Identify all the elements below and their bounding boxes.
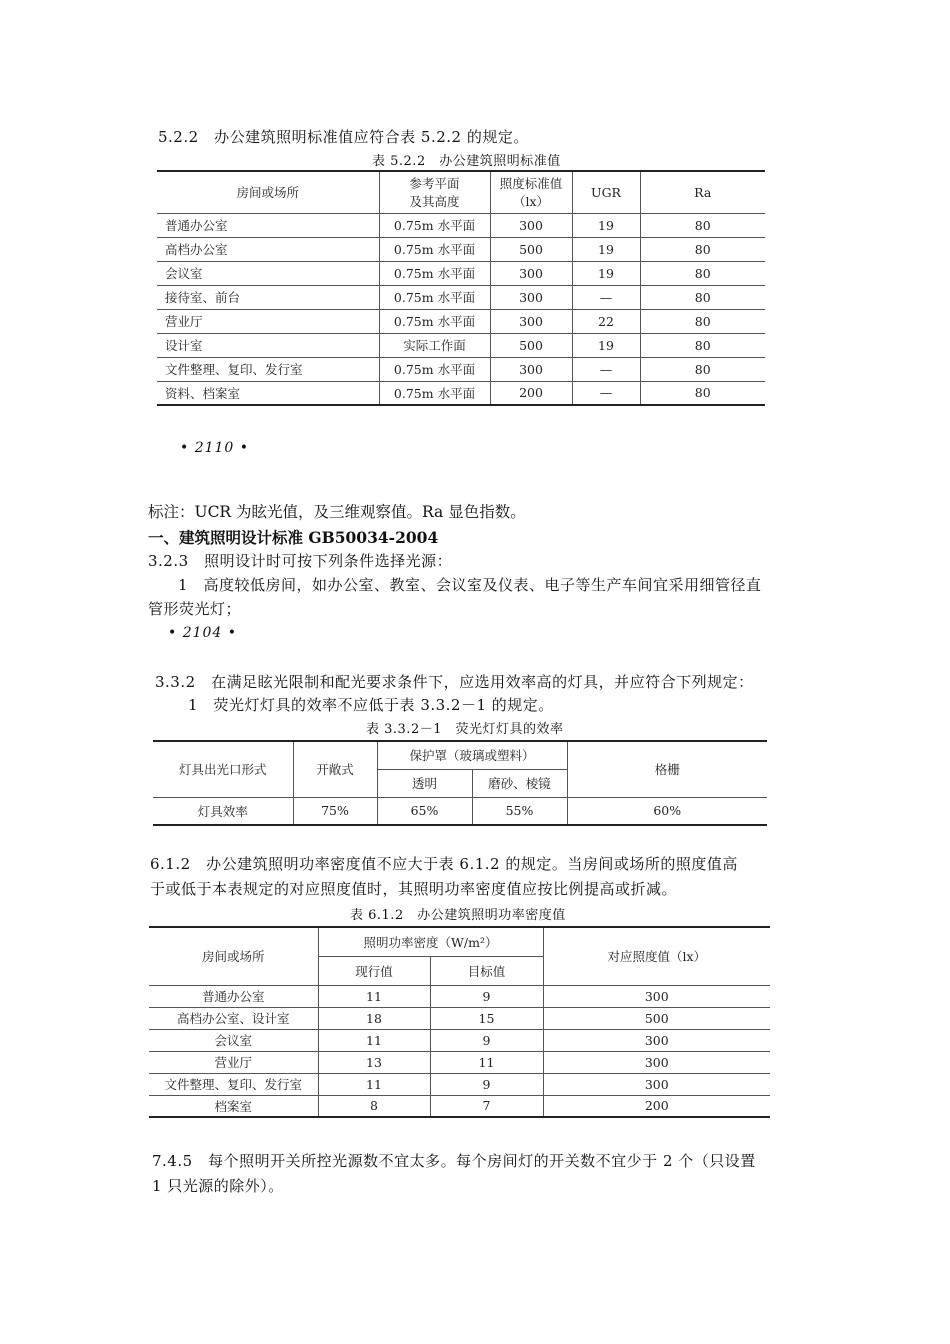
cell-ugr: 19	[572, 261, 640, 285]
header-outlet-form: 灯具出光口形式	[153, 741, 293, 797]
header-current: 现行值	[318, 956, 430, 985]
cell-lux: 300	[490, 213, 572, 237]
cell-plane: 0.75m 水平面	[379, 381, 490, 405]
cell-ugr: 22	[572, 309, 640, 333]
cell-current: 11	[318, 1029, 430, 1051]
header-illuminance	[490, 171, 572, 213]
cell-target: 9	[430, 985, 543, 1007]
cell-room: 会议室	[157, 261, 379, 285]
section-3-2-3-heading: 3.2.3 照明设计时可按下列条件选择光源：	[148, 552, 453, 570]
header-clear: 透明	[377, 769, 472, 797]
cell-room: 普通办公室	[157, 213, 379, 237]
cell-room: 营业厅	[149, 1051, 318, 1073]
cell-plane: 0.75m 水平面	[379, 357, 490, 381]
table-row	[149, 1095, 770, 1117]
cell-ra: 80	[640, 261, 765, 285]
section-7-4-5-line1: 7.4.5 每个照明开关所控光源数不宜太多。每个房间灯的开关数不宜少于 2 个（只设置	[152, 1152, 756, 1170]
table-row	[149, 1051, 770, 1073]
cell-efficiency-label: 灯具效率	[153, 797, 293, 825]
cell-target: 9	[430, 1029, 543, 1051]
table-row	[157, 381, 765, 405]
table-row	[149, 1029, 770, 1051]
header-illuminance-line1: 照度标准值	[499, 176, 563, 192]
cell-room: 文件整理、复印、发行室	[157, 357, 379, 381]
section-3-2-3-item-line2: 管形荧光灯；	[148, 600, 242, 618]
cell-room: 普通办公室	[149, 985, 318, 1007]
cell-lux: 200	[543, 1095, 770, 1117]
header-lux: 对应照度值（lx）	[543, 927, 770, 985]
cell-plane: 实际工作面	[379, 333, 490, 357]
section-3-2-3-item-line1: 1 高度较低房间，如办公室、教室、会议室及仪表、电子等生产车间宜采用细管径直	[178, 576, 762, 594]
table-6-1-2-caption: 表 6.1.2 办公建筑照明功率密度值	[350, 908, 566, 923]
cell-lux: 300	[490, 357, 572, 381]
cell-plane: 0.75m 水平面	[379, 309, 490, 333]
cell-room: 设计室	[157, 333, 379, 357]
cell-plane: 0.75m 水平面	[379, 285, 490, 309]
section-7-4-5-line2: 1 只光源的除外）。	[152, 1177, 284, 1195]
table-header-row	[149, 927, 770, 956]
table-row	[153, 797, 767, 825]
cell-ugr: 19	[572, 213, 640, 237]
cell-lux: 500	[543, 1007, 770, 1029]
section-3-3-2-item: 1 荧光灯灯具的效率不应低于表 3.3.2－1 的规定。	[188, 696, 554, 714]
cell-room: 资料、档案室	[157, 381, 379, 405]
cell-ugr: —	[572, 357, 640, 381]
table-3-3-2-caption: 表 3.3.2－1 荧光灯灯具的效率	[366, 722, 564, 737]
cell-ra: 80	[640, 381, 765, 405]
table-header-row	[157, 171, 765, 213]
cell-current: 13	[318, 1051, 430, 1073]
table-row	[157, 237, 765, 261]
header-ra: Ra	[640, 171, 765, 213]
standard-title: 一、建筑照明设计标准 GB50034-2004	[148, 528, 439, 547]
cell-lux: 300	[543, 1073, 770, 1095]
table-5-2-2	[157, 170, 765, 406]
cell-room: 文件整理、复印、发行室	[149, 1073, 318, 1095]
cell-room: 高档办公室	[157, 237, 379, 261]
cell-lux: 300	[543, 1029, 770, 1051]
section-3-3-2-heading: 3.3.2 在满足眩光限制和配光要求条件下，应选用效率高的灯具，并应符合下列规定：	[155, 673, 754, 691]
cell-target: 15	[430, 1007, 543, 1029]
cell-ra: 80	[640, 309, 765, 333]
cell-room: 高档办公室、设计室	[149, 1007, 318, 1029]
header-grille: 格栅	[567, 741, 767, 797]
cell-ugr: 19	[572, 237, 640, 261]
cell-current: 11	[318, 1073, 430, 1095]
table-header-row	[153, 741, 767, 769]
header-target: 目标值	[430, 956, 543, 985]
table-row	[157, 261, 765, 285]
header-room: 房间或场所	[157, 171, 379, 213]
cell-room: 会议室	[149, 1029, 318, 1051]
table-row	[157, 309, 765, 333]
section-6-1-2-line1: 6.1.2 办公建筑照明功率密度值不应大于表 6.1.2 的规定。当房间或场所的照度值高	[150, 855, 738, 873]
header-illuminance-line2: （lx）	[512, 194, 550, 210]
cell-frosted: 55%	[472, 797, 567, 825]
header-reference-plane-line1: 参考平面	[409, 176, 460, 192]
section-5-2-2-heading: 5.2.2 办公建筑照明标准值应符合表 5.2.2 的规定。	[158, 128, 529, 146]
cell-room: 接待室、前台	[157, 285, 379, 309]
cell-lux: 500	[490, 237, 572, 261]
cell-plane: 0.75m 水平面	[379, 213, 490, 237]
table-row	[157, 357, 765, 381]
cell-open: 75%	[293, 797, 377, 825]
cell-lux: 300	[490, 285, 572, 309]
cell-room: 营业厅	[157, 309, 379, 333]
cell-lux: 300	[490, 261, 572, 285]
table-5-2-2-caption: 表 5.2.2 办公建筑照明标准值	[372, 154, 561, 169]
header-reference-plane-line2: 及其高度	[409, 194, 460, 210]
cell-current: 8	[318, 1095, 430, 1117]
table-row	[157, 333, 765, 357]
cell-target: 11	[430, 1051, 543, 1073]
cell-current: 18	[318, 1007, 430, 1029]
cell-ra: 80	[640, 357, 765, 381]
table-row	[149, 1007, 770, 1029]
cell-ra: 80	[640, 285, 765, 309]
cell-lux: 300	[543, 985, 770, 1007]
header-room: 房间或场所	[149, 927, 318, 985]
header-cover: 保护罩（玻璃或塑料）	[377, 741, 567, 769]
cell-lux: 200	[490, 381, 572, 405]
cell-ra: 80	[640, 333, 765, 357]
cell-lux: 300	[490, 309, 572, 333]
table-row	[157, 213, 765, 237]
header-ugr: UGR	[572, 171, 640, 213]
header-open: 开敞式	[293, 741, 377, 797]
table-6-1-2	[149, 926, 770, 1118]
section-6-1-2-line2: 于或低于本表规定的对应照度值时，其照明功率密度值应按比例提高或折减。	[150, 880, 678, 898]
cell-clear: 65%	[377, 797, 472, 825]
cell-ugr: —	[572, 381, 640, 405]
cell-plane: 0.75m 水平面	[379, 237, 490, 261]
cell-room: 档案室	[149, 1095, 318, 1117]
cell-ugr: —	[572, 285, 640, 309]
note-text: 标注：UCR 为眩光值，及三维观察值。Ra 显色指数。	[148, 503, 526, 521]
table-row	[149, 1073, 770, 1095]
cell-target: 7	[430, 1095, 543, 1117]
table-row	[149, 985, 770, 1007]
table-3-3-2-1	[153, 740, 767, 826]
cell-lux: 300	[543, 1051, 770, 1073]
cell-ugr: 19	[572, 333, 640, 357]
cell-ra: 80	[640, 237, 765, 261]
header-reference-plane	[379, 171, 490, 213]
header-frosted: 磨砂、棱镜	[472, 769, 567, 797]
cell-target: 9	[430, 1073, 543, 1095]
page-number-2104: • 2104 •	[168, 625, 238, 641]
cell-plane: 0.75m 水平面	[379, 261, 490, 285]
table-row	[157, 285, 765, 309]
cell-ra: 80	[640, 213, 765, 237]
page-number-2110: • 2110 •	[180, 440, 250, 456]
header-lpd: 照明功率密度（W/m²）	[318, 927, 543, 956]
cell-grille: 60%	[567, 797, 767, 825]
cell-current: 11	[318, 985, 430, 1007]
cell-lux: 500	[490, 333, 572, 357]
